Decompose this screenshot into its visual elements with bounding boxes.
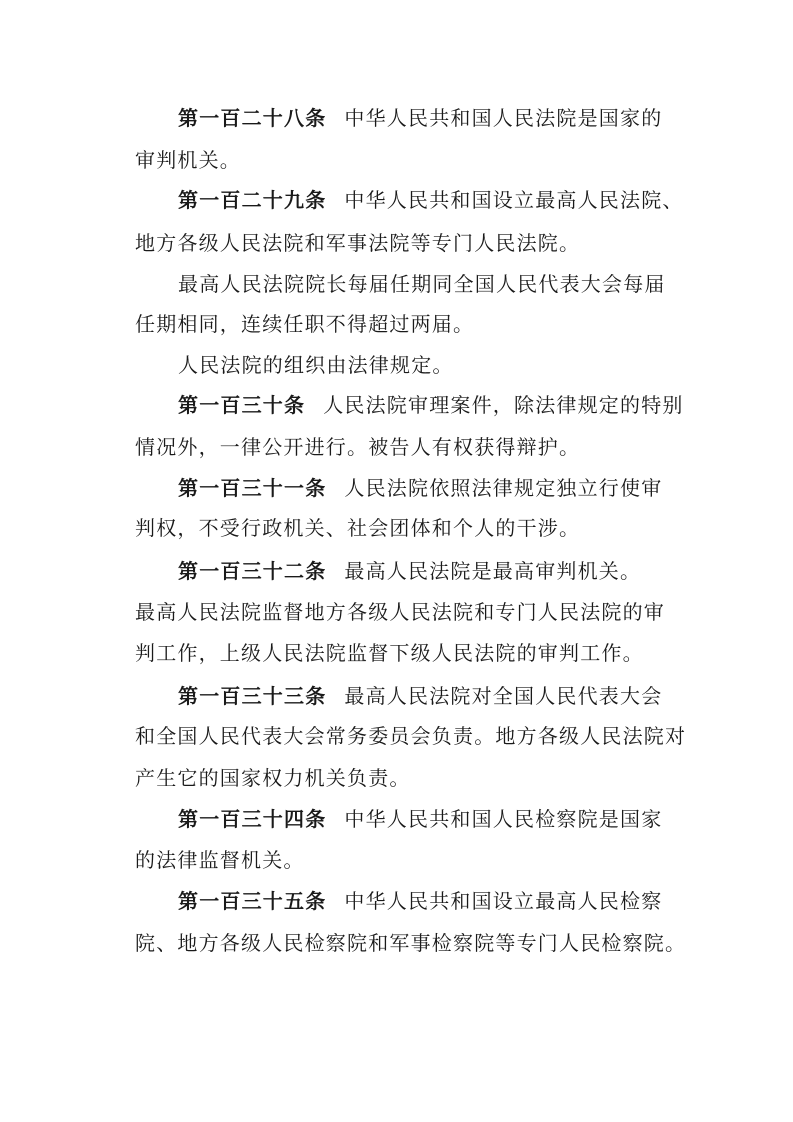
article-128-heading: 第一百二十八条 bbox=[178, 106, 327, 130]
article-133-line-2: 和全国人民代表大会常务委员会负责。地方各级人民法院对 bbox=[135, 724, 687, 748]
article-134-line-1 bbox=[178, 805, 662, 833]
article-128-line-2: 审判机关。 bbox=[135, 148, 241, 172]
article-129-line-1 bbox=[178, 186, 684, 214]
article-133-line-1 bbox=[178, 682, 662, 710]
article-129-para3-line-1: 人民法院的组织由法律规定。 bbox=[178, 353, 454, 377]
article-130-line-1 bbox=[178, 391, 684, 419]
article-129-text: 中华人民共和国设立最高人民法院、 bbox=[344, 188, 684, 212]
article-133-line-3: 产生它的国家权力机关负责。 bbox=[135, 766, 411, 790]
article-128-text: 中华人民共和国人民法院是国家的 bbox=[344, 106, 663, 130]
article-134-line-2: 的法律监督机关。 bbox=[135, 848, 305, 872]
article-131-line-2: 判权，不受行政机关、社会团体和个人的干涉。 bbox=[135, 516, 581, 540]
article-130-text: 人民法院审理案件，除法律规定的特别 bbox=[323, 393, 684, 417]
article-129-para2-line-1: 最高人民法院院长每届任期同全国人民代表大会每届 bbox=[178, 272, 666, 296]
article-135-line-1 bbox=[178, 887, 662, 915]
article-129-heading: 第一百二十九条 bbox=[178, 188, 327, 212]
article-134-heading: 第一百三十四条 bbox=[178, 807, 327, 831]
article-132-heading: 第一百三十二条 bbox=[178, 559, 327, 583]
article-128-line-1 bbox=[178, 104, 662, 132]
article-134-text: 中华人民共和国人民检察院是国家 bbox=[344, 807, 663, 831]
article-133-heading: 第一百三十三条 bbox=[178, 684, 327, 708]
article-131-line-1 bbox=[178, 474, 662, 502]
article-135-heading: 第一百三十五条 bbox=[178, 889, 327, 913]
article-130-line-2: 情况外，一律公开进行。被告人有权获得辩护。 bbox=[135, 435, 581, 459]
article-131-heading: 第一百三十一条 bbox=[178, 476, 327, 500]
article-132-line-2: 最高人民法院监督地方各级人民法院和专门人民法院的审 bbox=[135, 600, 665, 624]
article-135-text: 中华人民共和国设立最高人民检察 bbox=[344, 889, 663, 913]
article-129-line-2: 地方各级人民法院和军事法院等专门人民法院。 bbox=[135, 231, 581, 255]
article-132-line-3: 判工作，上级人民法院监督下级人民法院的审判工作。 bbox=[135, 641, 644, 665]
article-129-para2-line-2: 任期相同，连续任职不得超过两届。 bbox=[135, 312, 475, 336]
article-133-text: 最高人民法院对全国人民代表大会 bbox=[344, 684, 663, 708]
article-130-heading: 第一百三十条 bbox=[178, 393, 306, 417]
article-132-line-1 bbox=[178, 557, 641, 585]
article-131-text: 人民法院依照法律规定独立行使审 bbox=[344, 476, 663, 500]
article-135-line-2: 院、地方各级人民检察院和军事检察院等专门人民检察院。 bbox=[135, 931, 687, 955]
article-132-text: 最高人民法院是最高审判机关。 bbox=[344, 559, 642, 583]
